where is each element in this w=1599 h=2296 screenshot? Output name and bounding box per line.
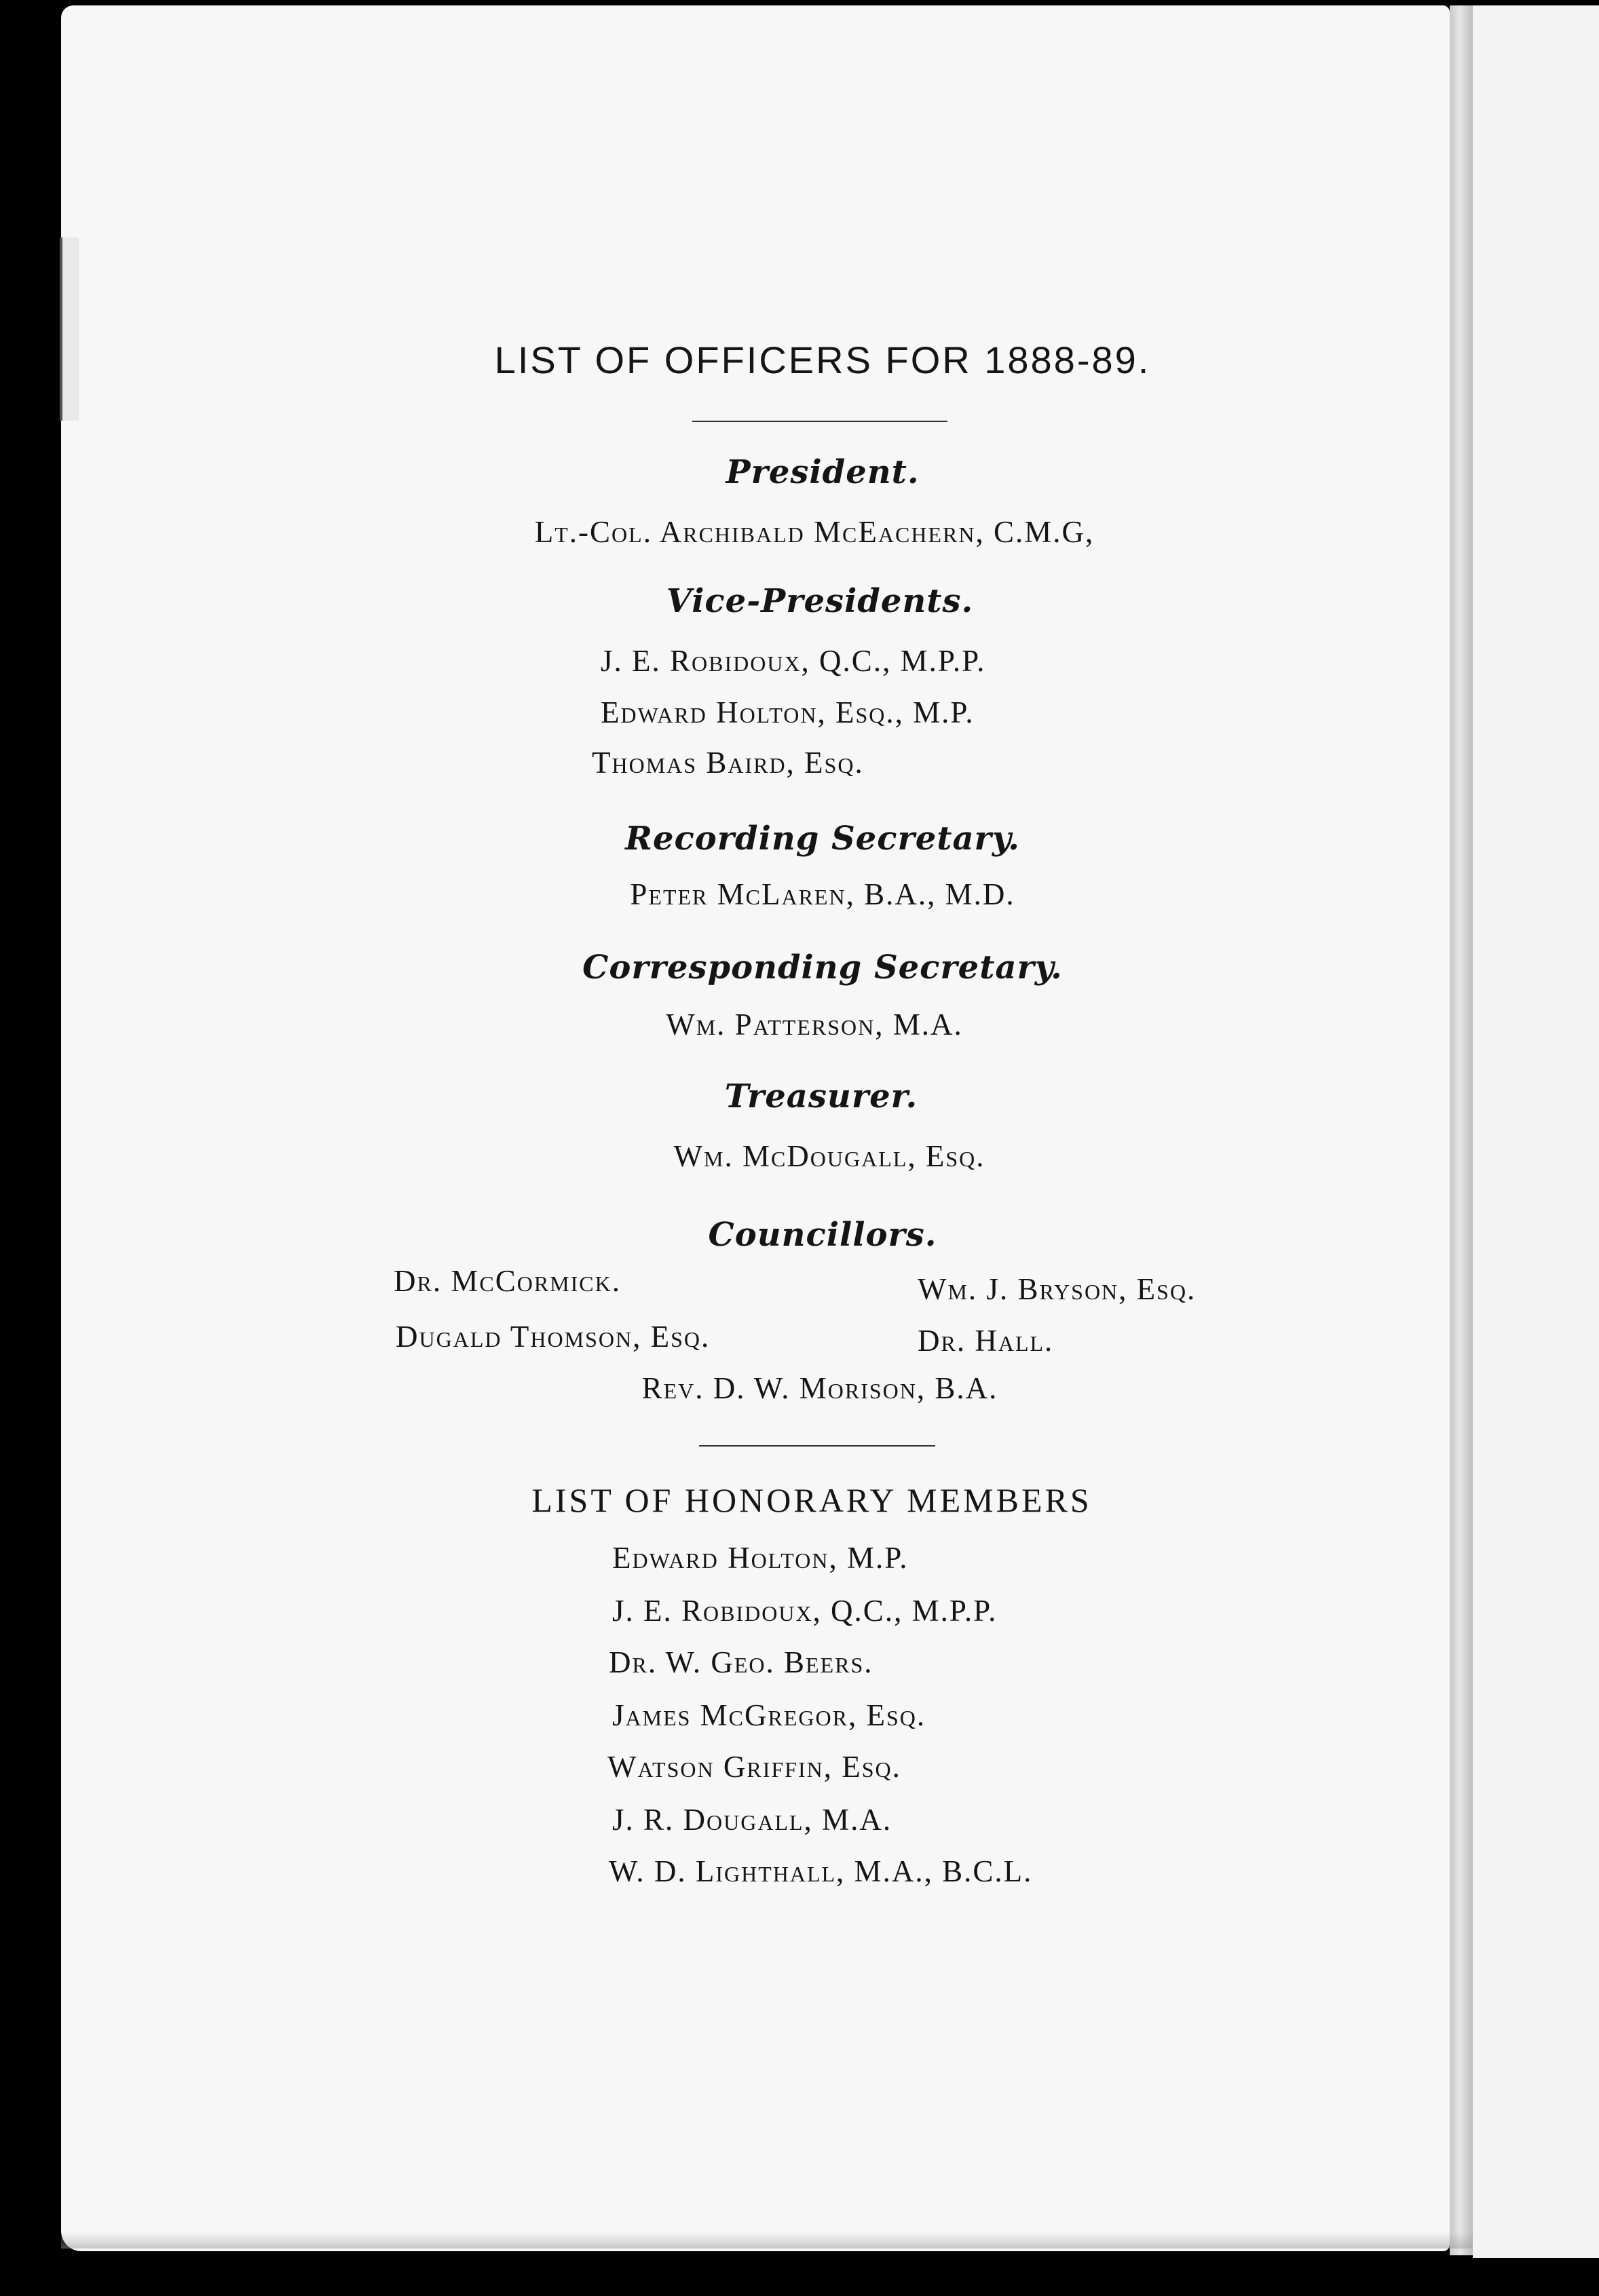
recording-secretary-name: Peter McLaren, B.A., M.D. <box>630 877 1015 911</box>
councillor-name: Dugald Thomson, Esq. <box>396 1320 711 1354</box>
vice-president-name: Edward Holton, Esq., M.P. <box>601 695 975 729</box>
corresponding-secretary-heading: Corresponding Secretary. <box>582 949 1063 987</box>
treasurer-heading: Treasurer. <box>724 1077 918 1115</box>
treasurer-name: Wm. McDougall, Esq. <box>673 1139 985 1173</box>
page-edge-tab <box>60 237 79 421</box>
vice-president-name: Thomas Baird, Esq. <box>592 746 864 780</box>
vice-presidents-heading: Vice-Presidents. <box>666 582 974 620</box>
title-divider <box>692 421 947 422</box>
vice-president-name: J. E. Robidoux, Q.C., M.P.P. <box>601 644 986 678</box>
recording-secretary-heading: Recording Secretary. <box>625 820 1020 858</box>
honorary-members-title: LIST OF HONORARY MEMBERS <box>531 1481 1092 1519</box>
councillor-name: Rev. D. W. Morison, B.A. <box>641 1371 998 1405</box>
councillor-name: Wm. J. Bryson, Esq. <box>918 1272 1197 1306</box>
honorary-member-name: J. R. Dougall, M.A. <box>612 1803 892 1837</box>
honorary-member-name: Edward Holton, M.P. <box>612 1541 909 1575</box>
honorary-member-name: Watson Griffin, Esq. <box>607 1750 901 1784</box>
honorary-member-name: James McGregor, Esq. <box>612 1698 926 1732</box>
honorary-member-name: W. D. Lighthall, M.A., B.C.L. <box>609 1854 1033 1888</box>
page-title: LIST OF OFFICERS FOR 1888-89. <box>494 339 1151 381</box>
councillor-name: Dr. McCormick. <box>394 1264 621 1298</box>
president-heading: President. <box>726 453 920 491</box>
honorary-divider <box>699 1445 935 1447</box>
honorary-member-name: Dr. W. Geo. Beers. <box>609 1645 873 1679</box>
councillor-name: Dr. Hall. <box>918 1324 1054 1358</box>
book-spine <box>1450 5 1473 2255</box>
honorary-member-name: J. E. Robidoux, Q.C., M.P.P. <box>612 1594 998 1628</box>
facing-page-edge <box>1473 5 1599 2258</box>
president-name: Lt.-Col. Archibald McEachern, C.M.G, <box>534 515 1095 549</box>
corresponding-secretary-name: Wm. Patterson, M.A. <box>666 1008 963 1041</box>
page-bottom-shadow <box>61 2232 1473 2249</box>
councillors-heading: Councillors. <box>708 1216 937 1254</box>
